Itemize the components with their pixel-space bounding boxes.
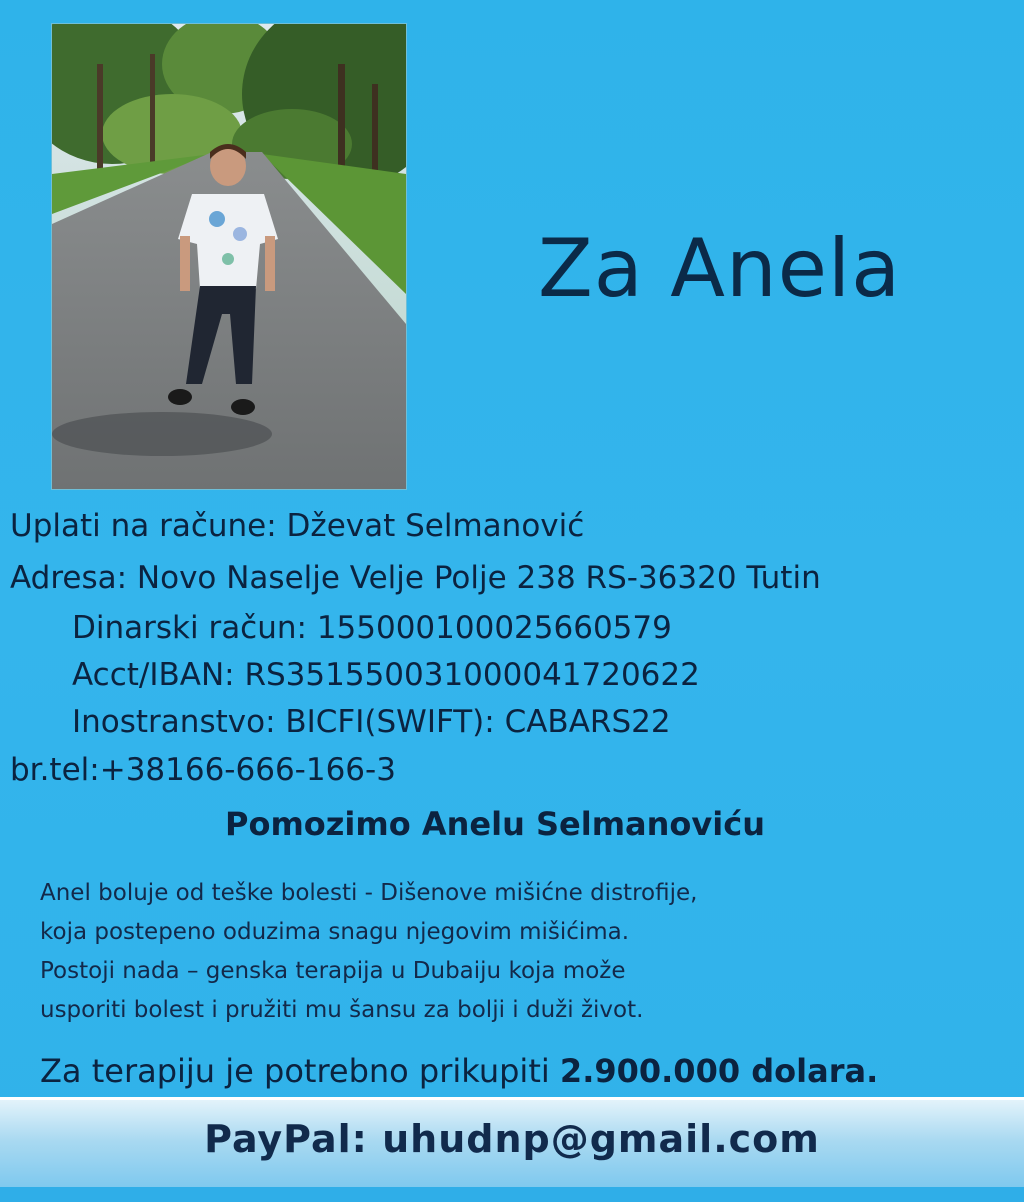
description-line: usporiti bolest i pružiti mu šansu za bolji i duži život. — [40, 997, 644, 1023]
description-paragraph — [40, 874, 697, 1030]
goal-amount: 2.900.000 dolara. — [559, 1052, 879, 1090]
appeal-heading: Pomozimo Anelu Selmanoviću — [225, 805, 765, 843]
description-line: koja postepeno oduzima snagu njegovim mišićima. — [40, 919, 630, 945]
park-photo-illustration — [52, 24, 406, 489]
paypal-email: PayPal: uhudnp@gmail.com — [204, 1117, 820, 1161]
description-line: Anel boluje od teške bolesti - Dišenove mišićne distrofije, — [40, 880, 698, 906]
bottom-strip — [0, 1187, 1024, 1202]
address-line: Adresa: Novo Naselje Velje Polje 238 RS-36320 Tutin — [10, 560, 821, 596]
description-line: Postoji nada – genska terapija u Dubaiju koja može — [40, 958, 626, 984]
goal-prefix: Za terapiju je potrebno prikupiti — [40, 1052, 560, 1090]
swift-line: Inostranstvo: BICFI(SWIFT): CABARS22 — [72, 704, 671, 740]
iban-line: Acct/IBAN: RS351550031000041720622 — [72, 657, 700, 693]
page-title: Za Anela — [538, 222, 902, 315]
recipient-line: Uplati na račune: Dževat Selmanović — [10, 508, 585, 544]
phone-line: br.tel:+38166-666-166-3 — [10, 752, 396, 788]
fundraising-goal — [40, 1052, 878, 1090]
child-photo — [51, 23, 407, 490]
dinar-account-line: Dinarski račun: 155000100025660579 — [72, 610, 672, 646]
